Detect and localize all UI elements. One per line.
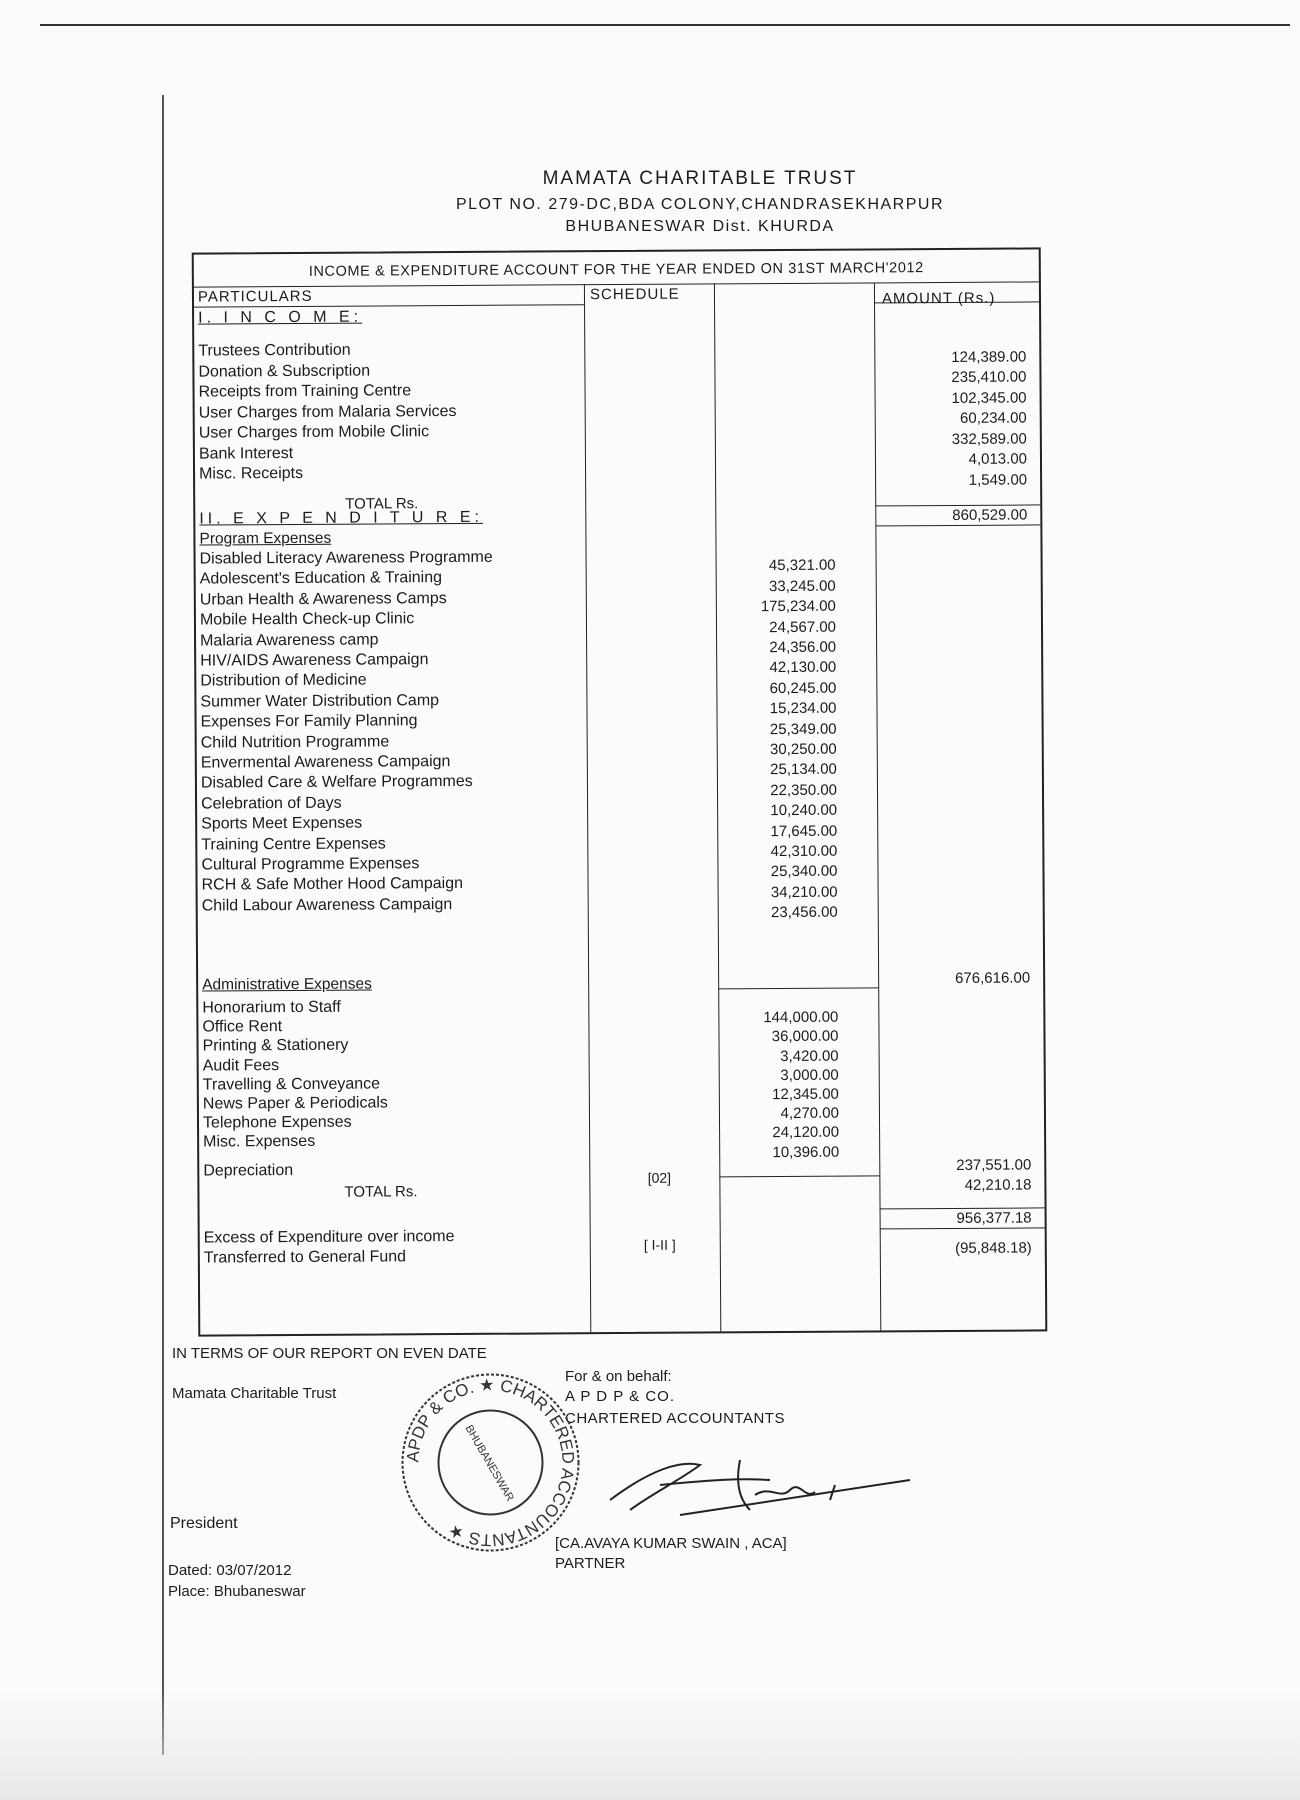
line-item-label: User Charges from Malaria Services [198,402,457,422]
line-item-label: Malaria Awareness camp [200,631,379,650]
line-item-amount: 12,345.00 [772,1085,839,1104]
depreciation-label: Depreciation [203,1162,294,1180]
line-item-amount: 3,420.00 [780,1047,839,1065]
president-label: President [170,1515,238,1532]
line-item-amount: 25,340.00 [770,863,838,881]
line-item-label: Distribution of Medicine [200,671,367,690]
svg-text:BHUBANESWAR: BHUBANESWAR [462,1423,516,1504]
line-item-label: Misc. Expenses [203,1133,316,1151]
program-heading: Program Expenses [199,529,332,548]
line-item-amount: 25,349.00 [769,720,837,738]
line-item-label: Sports Meet Expenses [201,814,363,833]
line-item-amount: 42,310.00 [770,842,838,861]
line-item-amount: 17,645.00 [770,822,838,840]
line-item-label: Summer Water Distribution Camp [200,691,440,711]
report-line: IN TERMS OF OUR REPORT ON EVEN DATE [172,1345,487,1362]
line-item-label: Celebration of Days [201,794,342,813]
rule [718,987,878,989]
admin-heading: Administrative Expenses [202,975,372,994]
svg-text:APDP & CO. ★ CHARTERED ACCOUNT: APDP & CO. ★ CHARTERED ACCOUNTANTS ★ [403,1375,578,1550]
depreciation-schedule: [02] [647,1169,672,1186]
expenditure-heading: II. E X P E N D I T U R E: [199,508,483,528]
col-header-schedule: SCHEDULE [589,285,680,304]
line-item-label: Cultural Programme Expenses [201,855,420,874]
org-name: MAMATA CHARITABLE TRUST [542,168,858,189]
trust-name: Mamata Charitable Trust [172,1385,337,1402]
line-item-label: Travelling & Conveyance [202,1075,381,1094]
line-item-amount: 45,321.00 [768,557,836,575]
line-item-amount: 4,013.00 [968,450,1028,468]
line-item-label: RCH & Safe Mother Hood Campaign [201,875,464,894]
rule [875,524,1040,526]
expenditure-total-label: TOTAL Rs. [344,1183,418,1201]
line-item-label: Expenses For Family Planning [200,712,418,731]
excess-label-2: Transferred to General Fund [203,1248,407,1267]
partner-signature [590,1440,920,1530]
line-item-label: HIV/AIDS Awareness Campaign [200,651,429,670]
line-item-label: Training Centre Expenses [201,835,386,854]
partner-title: PARTNER [555,1555,626,1572]
income-total: 860,529.00 [952,506,1028,524]
line-item-label: Printing & Stationery [202,1037,349,1055]
line-item-label: Trustees Contribution [198,341,351,360]
excess-schedule: [ I-II ] [643,1236,676,1253]
line-item-amount: 10,240.00 [770,801,838,820]
income-heading: I. I N C O M E: [198,308,363,327]
line-item-amount: 124,389.00 [951,348,1027,366]
line-item-label: Office Rent [202,1018,283,1036]
line-item-amount: 24,356.00 [769,638,837,657]
line-item-amount: 60,245.00 [769,679,837,697]
line-item-label: Child Nutrition Programme [200,732,390,752]
firm-type: CHARTERED ACCOUNTANTS [565,1410,785,1427]
line-item-label: Audit Fees [202,1056,280,1075]
line-item-label: Envermental Awareness Campaign [200,753,451,772]
line-item-amount: 3,000.00 [780,1066,839,1084]
behalf-line: For & on behalf: [565,1368,672,1385]
line-item-amount: 33,245.00 [768,577,836,595]
firm-name: A P D P & CO. [565,1388,675,1405]
dated-line: Dated: 03/07/2012 [168,1562,292,1579]
line-item-amount: 235,410.00 [951,368,1027,386]
col-header-particulars: PARTICULARS [197,287,313,306]
line-item-amount: 60,234.00 [959,409,1027,427]
firm-seal-stamp [398,1370,583,1555]
page-margin-line [162,95,164,1755]
line-item-amount: 24,567.00 [769,618,837,636]
line-item-amount: 1,549.00 [968,471,1028,489]
line-item-amount: 15,234.00 [769,699,837,718]
place-line: Place: Bhubaneswar [168,1583,306,1600]
scan-shadow [0,1690,1300,1800]
line-item-label: Misc. Receipts [198,464,304,483]
line-item-label: Disabled Care & Welfare Programmes [200,773,473,792]
line-item-label: Donation & Subscription [198,362,371,381]
line-item-amount: 24,120.00 [772,1124,840,1142]
line-item-amount: 144,000.00 [763,1008,839,1027]
line-item-label: User Charges from Mobile Clinic [198,423,430,442]
program-total: 676,616.00 [955,969,1031,987]
partner-name: [CA.AVAYA KUMAR SWAIN , ACA] [555,1535,787,1552]
line-item-label: Child Labour Awareness Campaign [201,895,453,915]
col-header-amount: AMOUNT (Rs.) [881,289,996,308]
line-item-amount: 34,210.00 [770,883,838,901]
expenditure-total: 956,377.18 [956,1209,1032,1227]
line-item-label: Adolescent's Education & Training [199,569,443,588]
line-item-amount: 4,270.00 [780,1104,840,1123]
line-item-label: Receipts from Training Centre [198,382,412,401]
line-item-label: Honorarium to Staff [202,998,341,1017]
line-item-label: Disabled Literacy Awareness Programme [199,548,493,568]
org-address-line2: BHUBANESWAR Dist. KHURDA [565,218,835,235]
rule [880,1227,1045,1229]
page-top-edge [40,24,1290,26]
line-item-label: Bank Interest [198,444,294,463]
line-item-amount: 36,000.00 [771,1028,839,1046]
line-item-amount: 30,250.00 [769,740,837,759]
income-expenditure-table [192,247,1048,1336]
line-item-amount: 175,234.00 [760,597,836,616]
depreciation-amount: 42,210.18 [964,1176,1032,1194]
line-item-amount: 22,350.00 [770,781,838,799]
line-item-amount: 25,134.00 [770,761,837,779]
line-item-label: Mobile Health Check-up Clinic [199,610,415,629]
line-item-amount: 10,396.00 [772,1143,840,1161]
excess-label-1: Excess of Expenditure over income [203,1228,455,1247]
line-item-amount: 102,345.00 [951,389,1027,407]
income-total-label: TOTAL Rs. [345,495,419,513]
line-item-label: Telephone Expenses [202,1113,352,1132]
line-item-label: News Paper & Periodicals [202,1094,388,1113]
excess-amount: (95,848.18) [955,1239,1032,1257]
admin-total: 237,551.00 [956,1156,1032,1174]
line-item-amount: 23,456.00 [770,903,838,922]
line-item-label: Urban Health & Awareness Camps [199,589,447,609]
org-address-line1: PLOT NO. 279-DC,BDA COLONY,CHANDRASEKHARPUR [455,196,945,213]
rule [719,1175,879,1177]
line-item-amount: 42,130.00 [769,659,837,677]
line-item-amount: 332,589.00 [951,430,1027,448]
statement-title: INCOME & EXPENDITURE ACCOUNT FOR THE YEAR ENDED ON 31ST MARCH'2012 [308,260,924,280]
